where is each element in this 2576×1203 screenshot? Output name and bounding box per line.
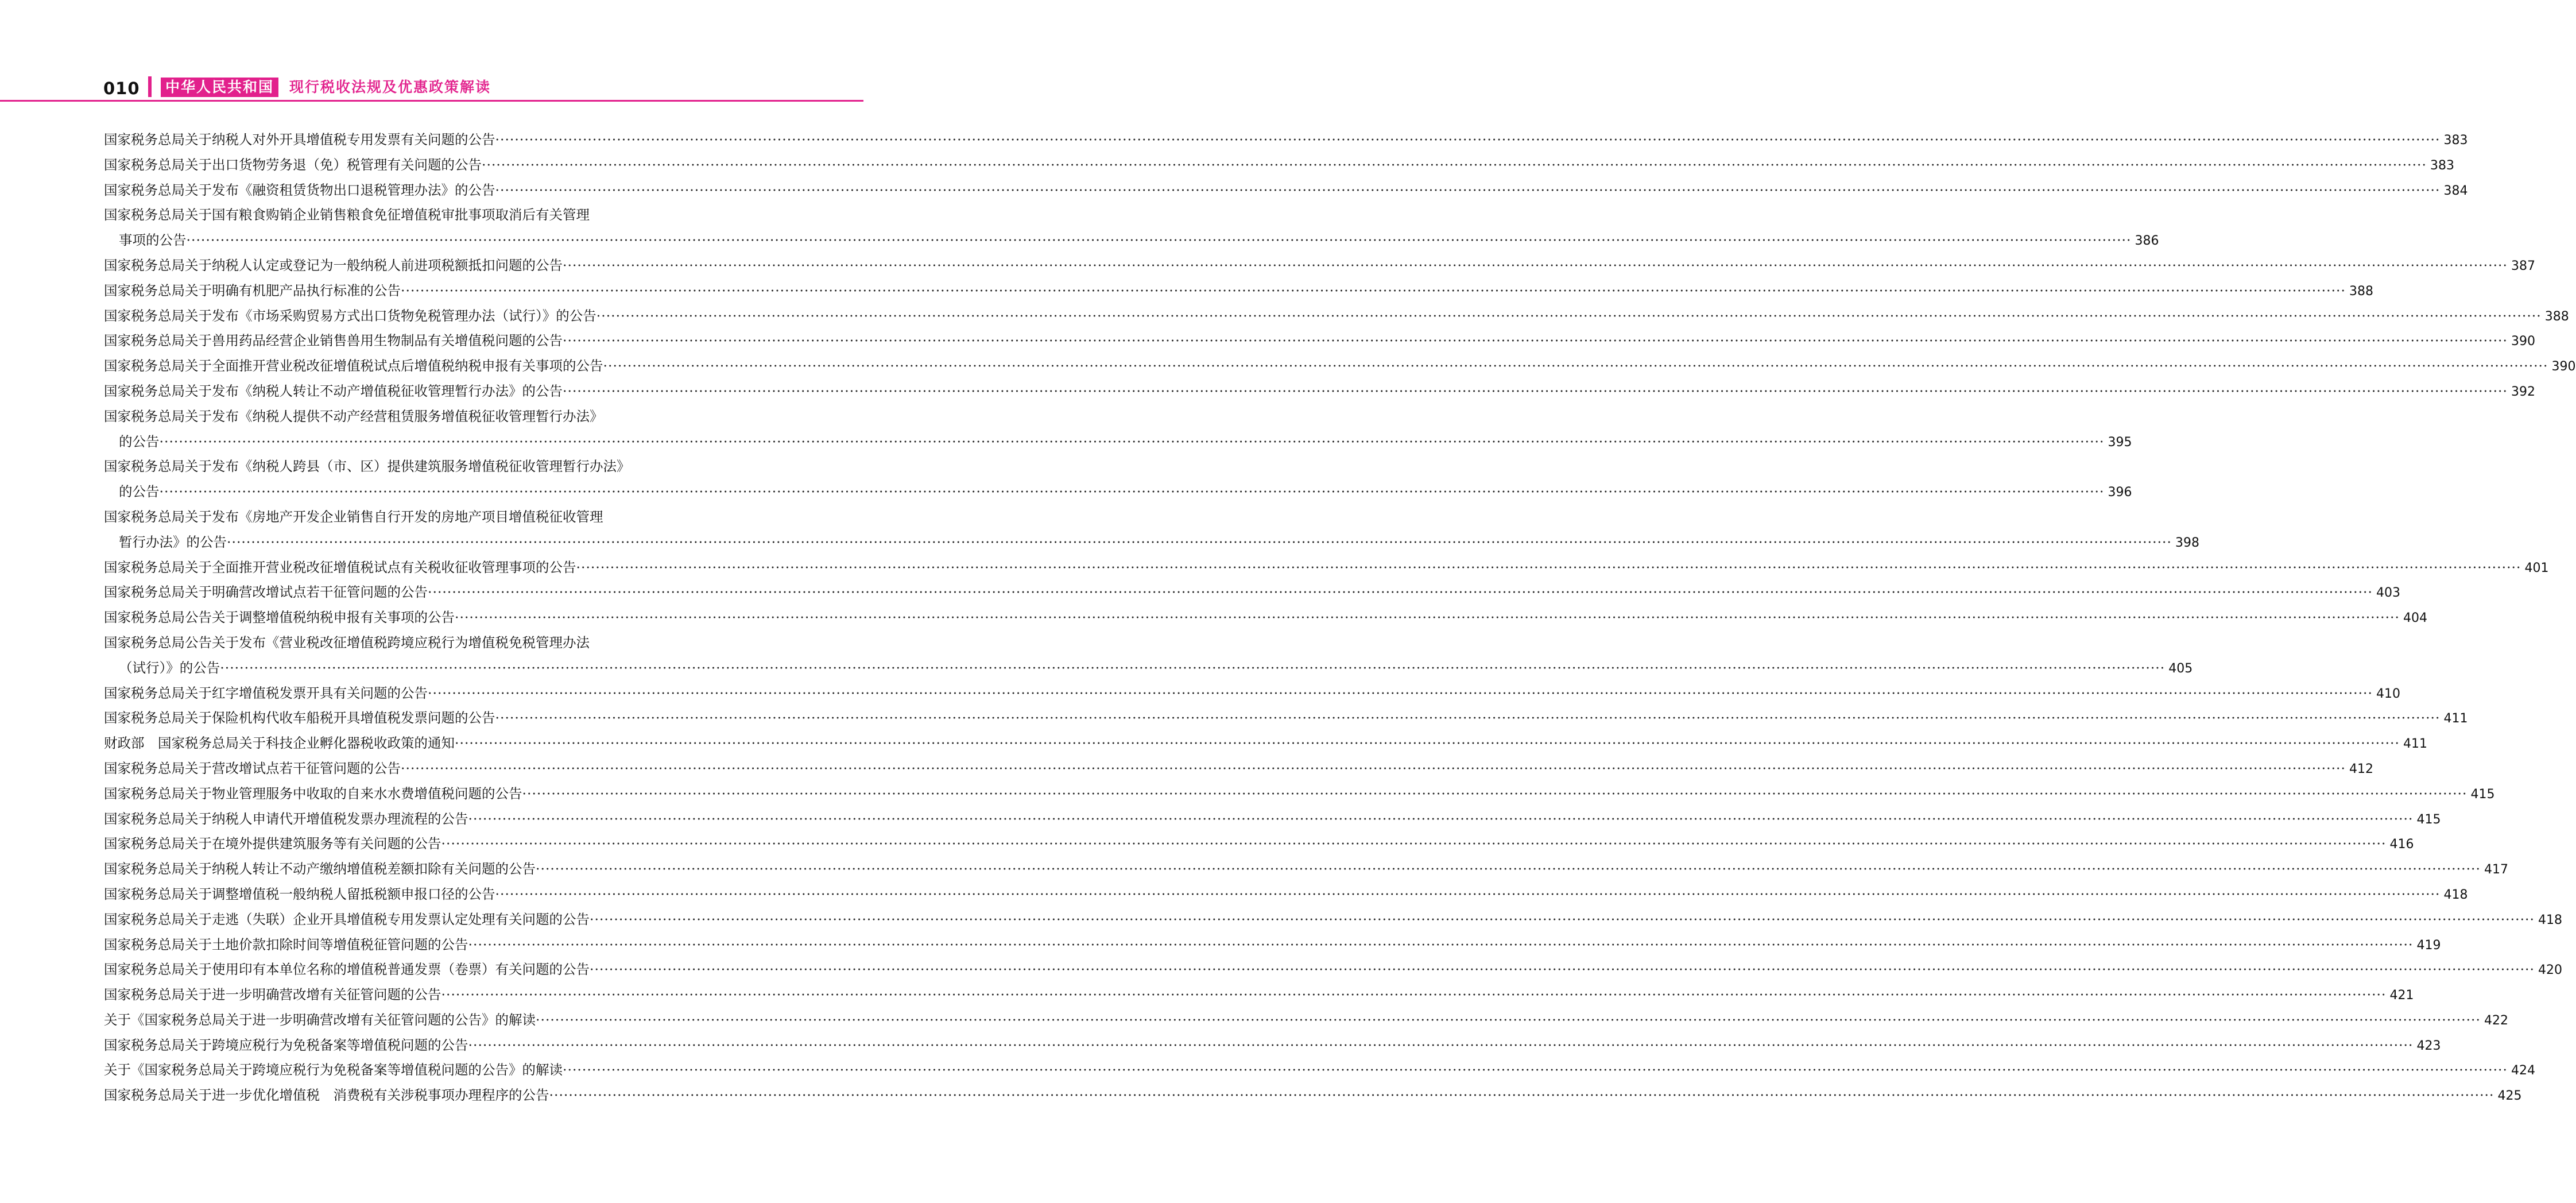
dot-leader: ················································································································································································································································································································································································································ bbox=[186, 232, 2132, 249]
toc-entry-line bbox=[104, 354, 2576, 379]
toc-entry[interactable] bbox=[104, 404, 2132, 455]
dot-leader: ················································································································································································································································································································································································································ bbox=[576, 559, 2521, 575]
dot-leader: ················································································································································································································································································································································································································ bbox=[590, 961, 2535, 978]
toc-entry-title: 暂行办法》的公告 bbox=[119, 533, 227, 550]
toc-entry-title: 国家税务总局关于全面推开营业税改征增值税试点有关税收征收管理事项的公告 bbox=[104, 559, 576, 575]
toc-entry[interactable] bbox=[104, 555, 2549, 581]
toc-entry-title: 国家税务总局关于纳税人对外开具增值税专用发票有关问题的公告 bbox=[104, 131, 495, 148]
toc-entry-line bbox=[104, 831, 2414, 857]
toc-entry-title: 关于《国家税务总局关于进一步明确营改增有关征管问题的公告》的解读 bbox=[104, 1011, 536, 1028]
dot-leader: ················································································································································································································································································································································································································ bbox=[495, 710, 2441, 726]
toc-entry-title: 国家税务总局关于红字增值税发票开具有关问题的公告 bbox=[104, 684, 428, 701]
toc-page-number: 390 bbox=[2511, 334, 2535, 349]
toc-page-number: 405 bbox=[2168, 661, 2193, 676]
toc-entry[interactable] bbox=[104, 253, 2535, 278]
toc-entry-line bbox=[104, 706, 2468, 731]
dot-leader: ················································································································································································································································································································································································································ bbox=[220, 659, 2166, 676]
toc-entry-title: 国家税务总局关于物业管理服务中收取的自来水水费增值税问题的公告 bbox=[104, 785, 522, 802]
toc-entry-title: 国家税务总局关于发布《纳税人转让不动产增值税征收管理暂行办法》的公告 bbox=[104, 382, 563, 399]
toc-entry[interactable] bbox=[104, 831, 2414, 857]
dot-leader: ················································································································································································································································································································································································································ bbox=[536, 861, 2481, 877]
toc-entry-line bbox=[104, 530, 2199, 555]
toc-page-number: 423 bbox=[2416, 1038, 2441, 1053]
toc-entry[interactable] bbox=[104, 127, 2468, 153]
toc-entry-line bbox=[104, 253, 2535, 278]
dot-leader: ················································································································································································································································································································································································································ bbox=[549, 1087, 2494, 1104]
dot-leader: ················································································································································································································································································································································································································ bbox=[468, 936, 2414, 953]
book-title: 中华人民共和国 bbox=[161, 78, 278, 97]
toc-entry[interactable] bbox=[104, 505, 2199, 555]
toc-entry-line bbox=[104, 782, 2495, 807]
dot-leader: ················································································································································································································································································································································································································ bbox=[495, 181, 2441, 198]
toc-entry[interactable] bbox=[104, 630, 2193, 681]
toc-page-number: 425 bbox=[2497, 1089, 2522, 1104]
toc-entry-title: 财政部 国家税务总局关于科技企业孵化器税收政策的通知 bbox=[104, 735, 455, 752]
toc-entry[interactable] bbox=[104, 1008, 2508, 1033]
toc-page-number: 388 bbox=[2544, 309, 2569, 324]
dot-leader: ················································································································································································································································································································································································································ bbox=[227, 533, 2172, 550]
toc-entry-title: 国家税务总局关于土地价款扣除时间等增值税征管问题的公告 bbox=[104, 936, 468, 953]
toc-entry-title: 国家税务总局关于纳税人申请代开增值税发票办理流程的公告 bbox=[104, 810, 468, 827]
toc-entry[interactable] bbox=[104, 304, 2569, 329]
toc-page-number: 392 bbox=[2511, 384, 2535, 399]
toc-page-number: 401 bbox=[2524, 560, 2549, 575]
toc-entry[interactable] bbox=[104, 681, 2400, 706]
toc-entry-line bbox=[104, 933, 2441, 958]
toc-entry-line bbox=[104, 731, 2427, 756]
toc-entry-line bbox=[104, 228, 2159, 253]
dot-leader: ················································································································································································································································································································································································································ bbox=[590, 911, 2535, 927]
dot-leader: ················································································································································································································································································································································································································ bbox=[428, 584, 2373, 601]
toc-entry-title: 国家税务总局关于使用印有本单位名称的增值税普通发票（卷票）有关问题的公告 bbox=[104, 961, 590, 978]
toc-entry-title: 国家税务总局公告关于调整增值税纳税申报有关事项的公告 bbox=[104, 609, 455, 626]
toc-entry-title: 国家税务总局关于调整增值税一般纳税人留抵税额申报口径的公告 bbox=[104, 885, 495, 902]
toc-entry-title: 国家税务总局关于明确有机肥产品执行标准的公告 bbox=[104, 282, 401, 299]
toc-entry-line bbox=[104, 882, 2468, 907]
dot-leader: ················································································································································································································································································································································································································ bbox=[563, 1062, 2508, 1078]
toc-entry[interactable] bbox=[104, 379, 2535, 404]
dot-leader: ················································································································································································································································································································································································································ bbox=[455, 735, 2400, 752]
toc-page-number: 383 bbox=[2443, 133, 2468, 148]
toc-page-number: 411 bbox=[2403, 737, 2427, 752]
toc-entry[interactable] bbox=[104, 153, 2454, 178]
toc-page-number: 420 bbox=[2538, 963, 2562, 978]
toc-entry-line bbox=[104, 479, 2132, 505]
toc-page-number: 404 bbox=[2403, 611, 2427, 626]
toc-entry[interactable] bbox=[104, 1033, 2441, 1058]
toc-entry-title: 国家税务总局关于全面推开营业税改征增值税试点后增值税纳税申报有关事项的公告 bbox=[104, 358, 603, 374]
dot-leader: ················································································································································································································································································································································································································ bbox=[522, 785, 2467, 802]
toc-page-number: 387 bbox=[2511, 258, 2535, 273]
toc-entry-line bbox=[104, 656, 2193, 681]
toc-entry-title: 国家税务总局关于纳税人认定或登记为一般纳税人前进项税额抵扣问题的公告 bbox=[104, 257, 563, 273]
toc-entry-line bbox=[104, 555, 2549, 581]
dot-leader: ················································································································································································································································································································································································································ bbox=[563, 257, 2508, 273]
toc-entry-line bbox=[104, 605, 2427, 630]
dot-leader: ················································································································································································································································································································································································································ bbox=[536, 1011, 2481, 1028]
toc-entry[interactable] bbox=[104, 354, 2576, 379]
toc-page-number: 416 bbox=[2389, 837, 2414, 852]
dot-leader: ················································································································································································································································································································································································································ bbox=[159, 483, 2105, 500]
toc-entry-title: 国家税务总局关于兽用药品经营企业销售兽用生物制品有关增值税问题的公告 bbox=[104, 332, 563, 349]
toc-page-number: 395 bbox=[2108, 435, 2132, 450]
toc-page-number: 386 bbox=[2135, 234, 2159, 249]
toc-entry[interactable] bbox=[104, 731, 2427, 756]
toc-entry-title: 国家税务总局关于明确营改增试点若干征管问题的公告 bbox=[104, 584, 428, 601]
book-subtitle: 现行税收法规及优惠政策解读 bbox=[289, 79, 491, 95]
toc-entry-title: 国家税务总局关于进一步优化增值税 消费税有关涉税事项办理程序的公告 bbox=[104, 1087, 549, 1104]
dot-leader: ················································································································································································································································································································································································································ bbox=[159, 433, 2105, 450]
toc-entry-line bbox=[104, 630, 740, 656]
toc-page-number: 418 bbox=[2443, 887, 2468, 902]
header-accent-bar bbox=[148, 76, 152, 97]
toc-page-number: 403 bbox=[2376, 586, 2400, 601]
toc-entry-line bbox=[104, 127, 2468, 153]
toc-entry[interactable] bbox=[104, 807, 2441, 832]
page-number: 010 bbox=[103, 79, 140, 98]
toc-entry-line bbox=[104, 756, 2373, 782]
toc-entry-line bbox=[104, 203, 740, 228]
toc-entry[interactable] bbox=[104, 857, 2508, 882]
toc-page-number: 415 bbox=[2416, 812, 2441, 827]
toc-entry-title: 国家税务总局关于纳税人转让不动产缴纳增值税差额扣除有关问题的公告 bbox=[104, 861, 536, 877]
toc-entry-title: 国家税务总局关于发布《纳税人跨县（市、区）提供建筑服务增值税征收管理暂行办法》 bbox=[104, 458, 630, 475]
toc-page-number: 424 bbox=[2511, 1063, 2535, 1078]
toc-entry-line bbox=[104, 1083, 2522, 1108]
toc-entry-line bbox=[104, 857, 2508, 882]
toc-entry-line bbox=[104, 505, 740, 530]
dot-leader: ················································································································································································································································································································································································································ bbox=[563, 332, 2508, 349]
toc-entry[interactable] bbox=[104, 1058, 2535, 1083]
toc-entry[interactable] bbox=[104, 328, 2535, 354]
toc-page-number: 412 bbox=[2349, 761, 2373, 776]
toc-entry-line bbox=[104, 1008, 2508, 1033]
toc-page-number: 410 bbox=[2376, 686, 2400, 701]
toc-page-number: 383 bbox=[2430, 158, 2454, 173]
dot-leader: ················································································································································································································································································································································································································ bbox=[468, 810, 2414, 827]
toc-entry-line bbox=[104, 153, 2454, 178]
toc-entry-title: 国家税务总局关于跨境应税行为免税备案等增值税问题的公告 bbox=[104, 1036, 468, 1053]
toc-entry-line bbox=[104, 379, 2535, 404]
toc-entry-title: （试行）》的公告 bbox=[119, 659, 220, 676]
toc-entry-title: 国家税务总局关于营改增试点若干征管问题的公告 bbox=[104, 760, 401, 776]
toc-entry-title: 事项的公告 bbox=[119, 232, 187, 249]
toc-entry-title: 国家税务总局关于走逃（失联）企业开具增值税专用发票认定处理有关问题的公告 bbox=[104, 911, 590, 927]
toc-page-number: 411 bbox=[2443, 711, 2468, 726]
page-header bbox=[0, 76, 863, 102]
toc-entry-line bbox=[104, 957, 2562, 982]
toc-entry[interactable] bbox=[104, 957, 2562, 982]
toc-entry-line bbox=[104, 328, 2535, 354]
toc-entry-title: 国家税务总局关于发布《市场采购贸易方式出口货物免税管理办法（试行）》的公告 bbox=[104, 307, 596, 324]
toc-entry-line bbox=[104, 304, 2569, 329]
toc-entry-line bbox=[104, 430, 2132, 455]
toc-entry-line bbox=[104, 580, 2400, 605]
toc-entry-title: 国家税务总局关于进一步明确营改增有关征管问题的公告 bbox=[104, 987, 441, 1003]
toc-entry-title: 国家税务总局关于在境外提供建筑服务等有关问题的公告 bbox=[104, 835, 441, 852]
toc-page-number: 419 bbox=[2416, 938, 2441, 953]
toc-entry[interactable] bbox=[104, 605, 2427, 630]
toc-entry-line bbox=[104, 454, 740, 479]
toc-entry[interactable] bbox=[104, 178, 2468, 203]
toc-entry-title: 的公告 bbox=[119, 433, 160, 450]
toc-entry[interactable] bbox=[104, 933, 2441, 958]
toc-entry-title: 关于《国家税务总局关于跨境应税行为免税备案等增值税问题的公告》的解读 bbox=[104, 1062, 563, 1078]
table-of-contents bbox=[104, 127, 2576, 1108]
toc-entry-title: 国家税务总局关于发布《融资租赁货物出口退税管理办法》的公告 bbox=[104, 181, 495, 198]
toc-entry-line bbox=[104, 907, 2562, 933]
toc-entry-title: 国家税务总局关于发布《纳税人提供不动产经营租赁服务增值税征收管理暂行办法》 bbox=[104, 408, 603, 424]
dot-leader: ················································································································································································································································································································································································································ bbox=[441, 835, 2387, 852]
toc-entry-line bbox=[104, 278, 2373, 304]
toc-entry[interactable] bbox=[104, 882, 2468, 907]
toc-entry[interactable] bbox=[104, 782, 2495, 807]
dot-leader: ················································································································································································································································································································································································································ bbox=[495, 131, 2441, 148]
toc-entry-title: 国家税务总局关于发布《房地产开发企业销售自行开发的房地产项目增值税征收管理 bbox=[104, 508, 603, 525]
dot-leader: ················································································································································································································································································································································································································ bbox=[482, 156, 2427, 173]
dot-leader: ················································································································································································································································································································································································································ bbox=[401, 282, 2346, 299]
dot-leader: ················································································································································································································································································································································································································ bbox=[468, 1036, 2414, 1053]
toc-entry-title: 国家税务总局关于出口货物劳务退（免）税管理有关问题的公告 bbox=[104, 156, 482, 173]
dot-leader: ················································································································································································································································································································································································································ bbox=[603, 358, 2548, 374]
toc-page-number: 398 bbox=[2175, 535, 2199, 550]
toc-entry-line bbox=[104, 178, 2468, 203]
toc-entry-line bbox=[104, 1033, 2441, 1058]
toc-entry-line bbox=[104, 982, 2414, 1008]
dot-leader: ················································································································································································································································································································································································································ bbox=[441, 987, 2387, 1003]
dot-leader: ················································································································································································································································································································································································································ bbox=[563, 382, 2508, 399]
dot-leader: ················································································································································································································································································································································································································ bbox=[401, 760, 2346, 776]
toc-entry[interactable] bbox=[104, 1083, 2522, 1108]
toc-entry[interactable] bbox=[104, 454, 2132, 505]
header-rule bbox=[0, 100, 863, 102]
toc-entry[interactable] bbox=[104, 278, 2373, 304]
toc-entry[interactable] bbox=[104, 982, 2414, 1008]
toc-entry[interactable] bbox=[104, 756, 2373, 782]
toc-entry-title: 国家税务总局关于国有粮食购销企业销售粮食免征增值税审批事项取消后有关管理 bbox=[104, 207, 590, 223]
dot-leader: ················································································································································································································································································································································································································ bbox=[495, 885, 2441, 902]
toc-page-number: 390 bbox=[2551, 359, 2576, 374]
dot-leader: ················································································································································································································································································································································································································ bbox=[428, 684, 2373, 701]
dot-leader: ················································································································································································································································································································································································································ bbox=[455, 609, 2400, 626]
toc-entry-title: 国家税务总局公告关于发布《营业税改征增值税跨境应税行为增值税免税管理办法 bbox=[104, 634, 590, 651]
toc-page-number: 388 bbox=[2349, 284, 2373, 299]
toc-page-number: 417 bbox=[2484, 862, 2508, 877]
toc-entry-line bbox=[104, 807, 2441, 832]
toc-entry[interactable] bbox=[104, 706, 2468, 731]
toc-page-number: 415 bbox=[2470, 787, 2495, 802]
toc-entry-title: 的公告 bbox=[119, 483, 160, 500]
toc-entry[interactable] bbox=[104, 580, 2400, 605]
toc-page-number: 396 bbox=[2108, 485, 2132, 500]
toc-page-number: 384 bbox=[2443, 183, 2468, 198]
toc-entry[interactable] bbox=[104, 907, 2562, 933]
toc-entry-line bbox=[104, 681, 2400, 706]
toc-entry[interactable] bbox=[104, 203, 2159, 253]
toc-page-number: 422 bbox=[2484, 1013, 2508, 1028]
dot-leader: ················································································································································································································································································································································································································ bbox=[596, 307, 2542, 324]
toc-entry-line bbox=[104, 1058, 2535, 1083]
toc-entry-title: 国家税务总局关于保险机构代收车船税开具增值税发票问题的公告 bbox=[104, 710, 495, 726]
toc-page-number: 421 bbox=[2389, 988, 2414, 1003]
toc-page-number: 418 bbox=[2538, 912, 2562, 927]
toc-entry-line bbox=[104, 404, 740, 430]
